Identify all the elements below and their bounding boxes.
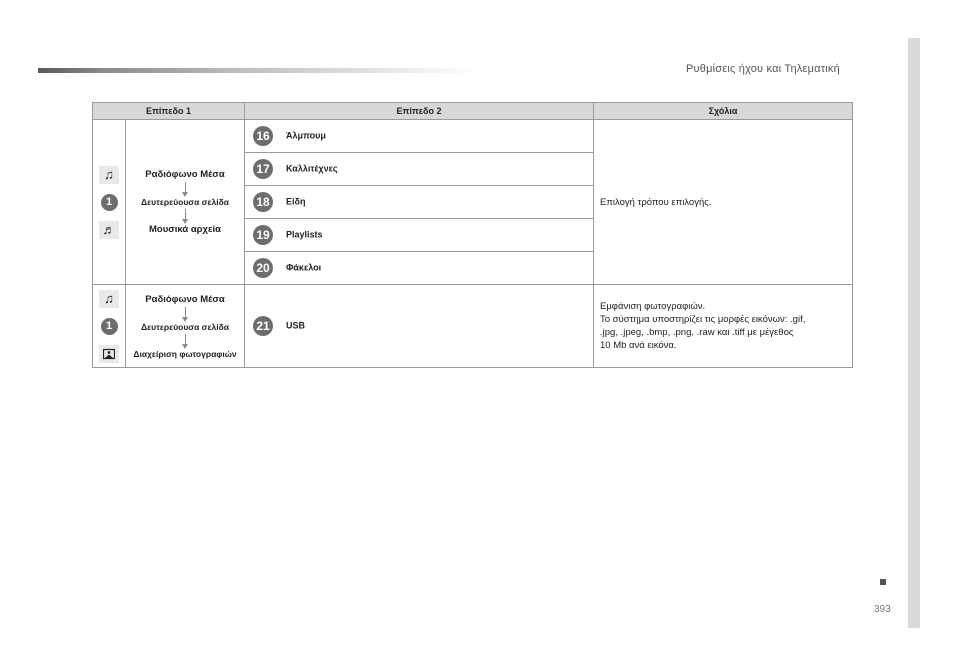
header-comments: Σχόλια (594, 103, 853, 120)
page-marker (880, 579, 886, 585)
header-gradient-bar (38, 68, 478, 73)
section1-comment-cell (594, 120, 853, 285)
callout-number: 17 (253, 159, 273, 179)
level2-label: Είδη (286, 196, 306, 207)
path-step-secondary-page: Δευτερεύουσα σελίδα (140, 197, 230, 207)
level-badge: 1 (101, 318, 118, 335)
level2-label: Άλμπουμ (286, 130, 326, 141)
table-header-row (93, 103, 853, 120)
music-notes-icon: ♬ (99, 221, 119, 239)
comment-text: Επιλογή τρόπου επιλογής. (600, 196, 712, 208)
section1-icons-cell (93, 120, 126, 285)
section2-path-cell (126, 285, 245, 368)
level2-label: Καλλιτέχνες (286, 163, 338, 174)
photo-icon (99, 345, 119, 363)
page-header-title: Ρυθμίσεις ήχου και Τηλεματική (686, 63, 840, 75)
callout-number: 18 (253, 192, 273, 212)
comment-line: Εμφάνιση φωτογραφιών. (600, 301, 706, 312)
level2-item-genres (245, 186, 594, 219)
callout-number: 16 (253, 126, 273, 146)
down-arrow-icon (185, 209, 186, 220)
down-arrow-icon (185, 182, 186, 193)
path-step-photo-management: Διαχείριση φωτογραφιών (133, 348, 237, 359)
level2-item-artists (245, 153, 594, 186)
path-step-radio-media: Ραδιόφωνο Μέσα (145, 293, 225, 305)
callout-number: 20 (253, 258, 273, 278)
level2-label: USB (286, 320, 306, 331)
level2-label: Φάκελοι (286, 262, 322, 273)
comment-line: 10 Mb ανά εικόνα. (600, 340, 677, 351)
settings-table (92, 102, 853, 368)
page-number: 393 (874, 604, 891, 615)
header-level-2: Επίπεδο 2 (245, 103, 594, 120)
level2-item-usb (245, 285, 594, 368)
table-row (93, 120, 853, 153)
level2-item-folders (245, 252, 594, 285)
comment-line: .jpg, .jpeg, .bmp, .png, .raw και .tiff με μέγεθος (600, 327, 794, 338)
path-step-music-files: Μουσικά αρχεία (148, 224, 222, 235)
section2-icons-cell (93, 285, 126, 368)
level-badge: 1 (101, 194, 118, 211)
level2-item-playlists (245, 219, 594, 252)
level2-label: Playlists (286, 229, 323, 240)
side-tab-bar (908, 38, 920, 628)
level2-item-albums (245, 120, 594, 153)
section2-comment-cell (594, 285, 853, 368)
music-note-icon: ♫ (99, 166, 119, 184)
down-arrow-icon (185, 307, 186, 318)
callout-number: 21 (253, 316, 273, 336)
table-row (93, 285, 853, 368)
section1-path-cell (126, 120, 245, 285)
path-step-radio-media: Ραδιόφωνο Μέσα (145, 169, 225, 180)
callout-number: 19 (253, 225, 273, 245)
music-note-icon: ♫ (99, 290, 119, 308)
comment-line: Το σύστημα υποστηρίζει τις μορφές εικόνων: .gif, (600, 314, 806, 325)
down-arrow-icon (185, 334, 186, 345)
header-level-1: Επίπεδο 1 (93, 103, 245, 120)
path-step-secondary-page: Δευτερεύουσα σελίδα (140, 321, 230, 332)
